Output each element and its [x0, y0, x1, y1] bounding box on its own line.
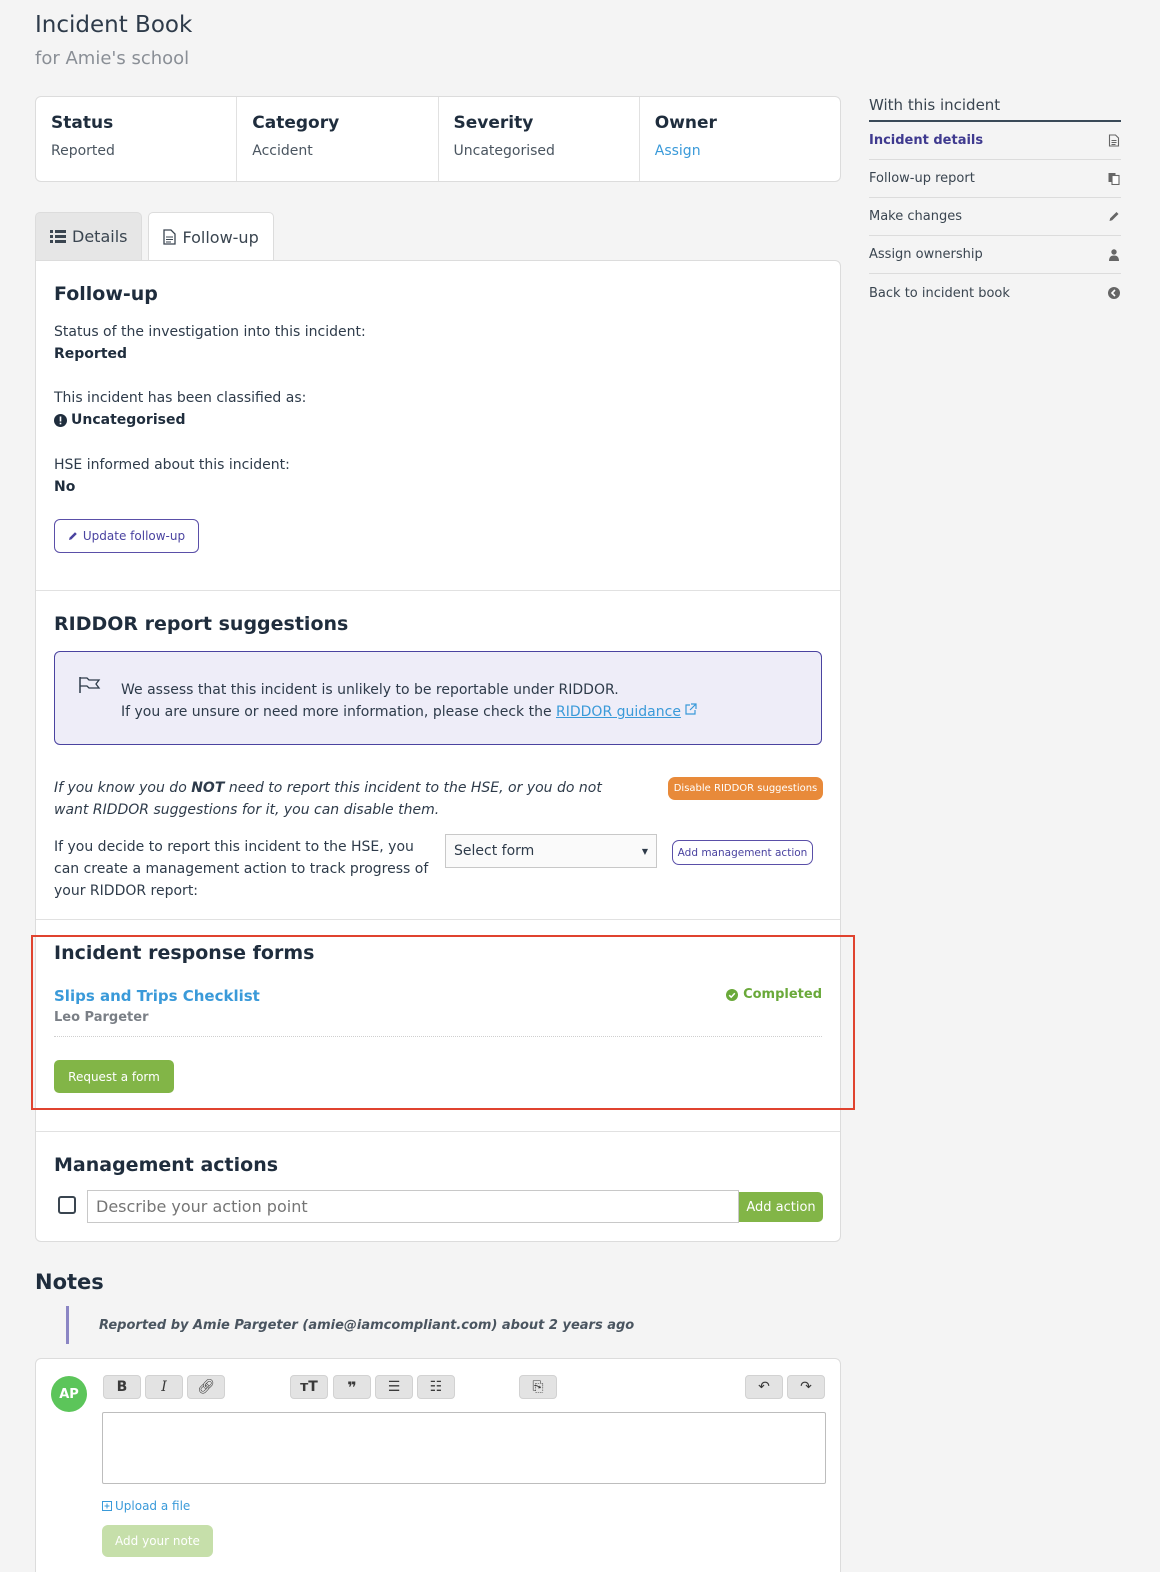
riddor-section — [36, 591, 840, 920]
sidebar-item-label: Assign ownership — [869, 247, 983, 262]
copy-document-icon — [1107, 172, 1121, 185]
link-button[interactable] — [187, 1375, 225, 1399]
update-followup-button[interactable] — [54, 519, 199, 553]
summary-status-label: Status — [51, 113, 114, 133]
bullet-list-button[interactable] — [375, 1375, 413, 1399]
page-title: Incident Book — [35, 12, 193, 38]
action-point-input[interactable] — [87, 1190, 739, 1223]
classification-value-row — [54, 412, 306, 428]
management-actions-title: Management actions — [54, 1154, 279, 1176]
attach-button[interactable] — [519, 1375, 557, 1399]
bold-icon: B — [116, 1379, 128, 1395]
bullet-list-icon: ☰ — [387, 1379, 401, 1395]
sidebar-item-label: Incident details — [869, 133, 984, 148]
summary-severity-label: Severity — [453, 113, 534, 133]
paperclip-icon: ⎘ — [532, 1379, 544, 1395]
select-form-dropdown[interactable] — [445, 834, 657, 868]
upload-file-label: Upload a file — [115, 1499, 191, 1513]
page-subtitle: for Amie's school — [35, 48, 190, 69]
form-item-link[interactable]: Slips and Trips Checklist — [54, 987, 260, 1005]
quote-button[interactable] — [333, 1375, 371, 1399]
disable-riddor-text-pre: If you know you do — [54, 780, 192, 796]
notes-title: Notes — [35, 1270, 104, 1294]
incident-summary — [35, 96, 841, 182]
sidebar-item-incident-details[interactable] — [869, 122, 1121, 160]
incident-tabs — [35, 212, 274, 261]
followup-section — [36, 261, 840, 591]
tab-details-label: Details — [72, 227, 128, 246]
select-form-value: Select form — [454, 843, 535, 859]
redo-icon: ↷ — [800, 1379, 812, 1395]
summary-owner-label: Owner — [654, 113, 717, 133]
numbered-list-button[interactable] — [417, 1375, 455, 1399]
summary-category-label: Category — [252, 113, 340, 133]
sidebar-item-label: Follow-up report — [869, 171, 975, 186]
summary-owner — [640, 97, 840, 181]
disable-riddor-button[interactable]: Disable RIDDOR suggestions — [668, 777, 823, 800]
incident-sidebar — [869, 96, 1121, 312]
chevron-left-circle-icon — [1107, 287, 1121, 299]
sidebar-item-make-changes[interactable] — [869, 198, 1121, 236]
riddor-title: RIDDOR report suggestions — [54, 613, 349, 635]
pencil-icon — [68, 531, 78, 541]
avatar: AP — [51, 1376, 87, 1412]
add-management-action-button[interactable]: Add management action — [672, 840, 813, 865]
document-icon — [1107, 134, 1121, 147]
riddor-assessment-line1: We assess that this incident is unlikely to be reportable under RIDDOR. — [121, 682, 619, 698]
italic-icon: I — [161, 1379, 167, 1395]
summary-status — [36, 97, 237, 181]
hse-informed — [54, 457, 290, 495]
numbered-list-icon: ☷ — [429, 1379, 443, 1395]
bold-button[interactable] — [103, 1375, 141, 1399]
summary-severity-value: Uncategorised — [453, 143, 555, 159]
note-entry: Reported by Amie Pargeter (amie@iamcompliant.com) about 2 years ago — [66, 1306, 634, 1344]
sidebar-heading: With this incident — [869, 96, 1121, 122]
add-action-button[interactable]: Add action — [739, 1192, 823, 1222]
pencil-icon — [1107, 211, 1121, 222]
quote-icon: ❞ — [347, 1377, 357, 1397]
summary-severity — [439, 97, 640, 181]
investigation-status-label: Status of the investigation into this incident: — [54, 324, 366, 340]
request-form-button[interactable]: Request a form — [54, 1060, 174, 1093]
italic-button[interactable] — [145, 1375, 183, 1399]
upload-file-link[interactable] — [102, 1499, 190, 1513]
external-link-icon — [684, 703, 697, 716]
riddor-assessment-box — [54, 651, 822, 745]
text-size-icon: тT — [300, 1379, 318, 1395]
classification — [54, 390, 306, 428]
user-icon — [1107, 249, 1121, 261]
form-item-status-label: Completed — [743, 987, 822, 1002]
undo-button[interactable] — [745, 1375, 783, 1399]
tab-followup[interactable] — [148, 212, 273, 261]
form-item-person: Leo Pargeter — [54, 1010, 149, 1025]
response-forms-title: Incident response forms — [54, 942, 315, 964]
caret-down-icon: ▼ — [641, 846, 648, 856]
tab-details[interactable] — [35, 212, 142, 260]
riddor-assessment-text — [121, 679, 697, 723]
riddor-assessment-line2 — [121, 701, 697, 723]
sidebar-item-back-to-book[interactable] — [869, 274, 1121, 312]
investigation-status-value: Reported — [54, 346, 128, 362]
disable-riddor-text-post: need to report this incident to the HSE, or you do not want RIDDOR suggestions for it, you can disable them. — [54, 780, 602, 818]
link-icon: 🔗︎ — [197, 1379, 215, 1395]
sidebar-item-followup-report[interactable] — [869, 160, 1121, 198]
investigation-status — [54, 324, 366, 362]
sidebar-item-label: Back to incident book — [869, 285, 1010, 301]
summary-status-value: Reported — [51, 143, 115, 159]
hse-informed-label: HSE informed about this incident: — [54, 457, 290, 473]
heading-button[interactable] — [290, 1375, 328, 1399]
management-actions-section — [36, 1132, 840, 1242]
note-editor-panel — [35, 1358, 841, 1572]
riddor-guidance-link[interactable]: RIDDOR guidance — [556, 704, 681, 720]
flag-icon — [79, 676, 101, 694]
disable-riddor-text — [54, 777, 634, 821]
exclamation-circle-icon — [54, 414, 67, 427]
hse-informed-value: No — [54, 479, 76, 495]
tab-followup-label: Follow-up — [182, 227, 259, 247]
action-checkbox[interactable] — [58, 1196, 76, 1214]
disable-riddor-text-not: NOT — [191, 780, 225, 796]
highlight-box — [31, 935, 855, 1110]
classification-value: Uncategorised — [71, 412, 186, 428]
sidebar-item-label: Make changes — [869, 209, 962, 224]
add-note-button[interactable]: Add your note — [102, 1525, 213, 1557]
note-text-editor[interactable] — [102, 1412, 826, 1484]
summary-category — [237, 97, 438, 181]
followup-title: Follow-up — [54, 283, 158, 305]
list-icon — [50, 230, 66, 243]
classification-label: This incident has been classified as: — [54, 390, 307, 406]
report-hse-text: If you decide to report this incident to the HSE, you can create a management action to track progress of your RIDDOR report: — [54, 839, 429, 899]
document-icon — [163, 229, 176, 245]
sidebar-item-assign-ownership[interactable] — [869, 236, 1121, 274]
redo-button[interactable] — [787, 1375, 825, 1399]
undo-icon: ↶ — [758, 1379, 770, 1395]
summary-category-value: Accident — [252, 143, 313, 159]
riddor-assessment-line2-text: If you are unsure or need more information, please check the — [121, 704, 557, 720]
update-followup-label: Update follow-up — [82, 529, 186, 543]
plus-square-icon — [102, 1501, 112, 1511]
assign-owner-link[interactable]: Assign — [654, 143, 701, 159]
